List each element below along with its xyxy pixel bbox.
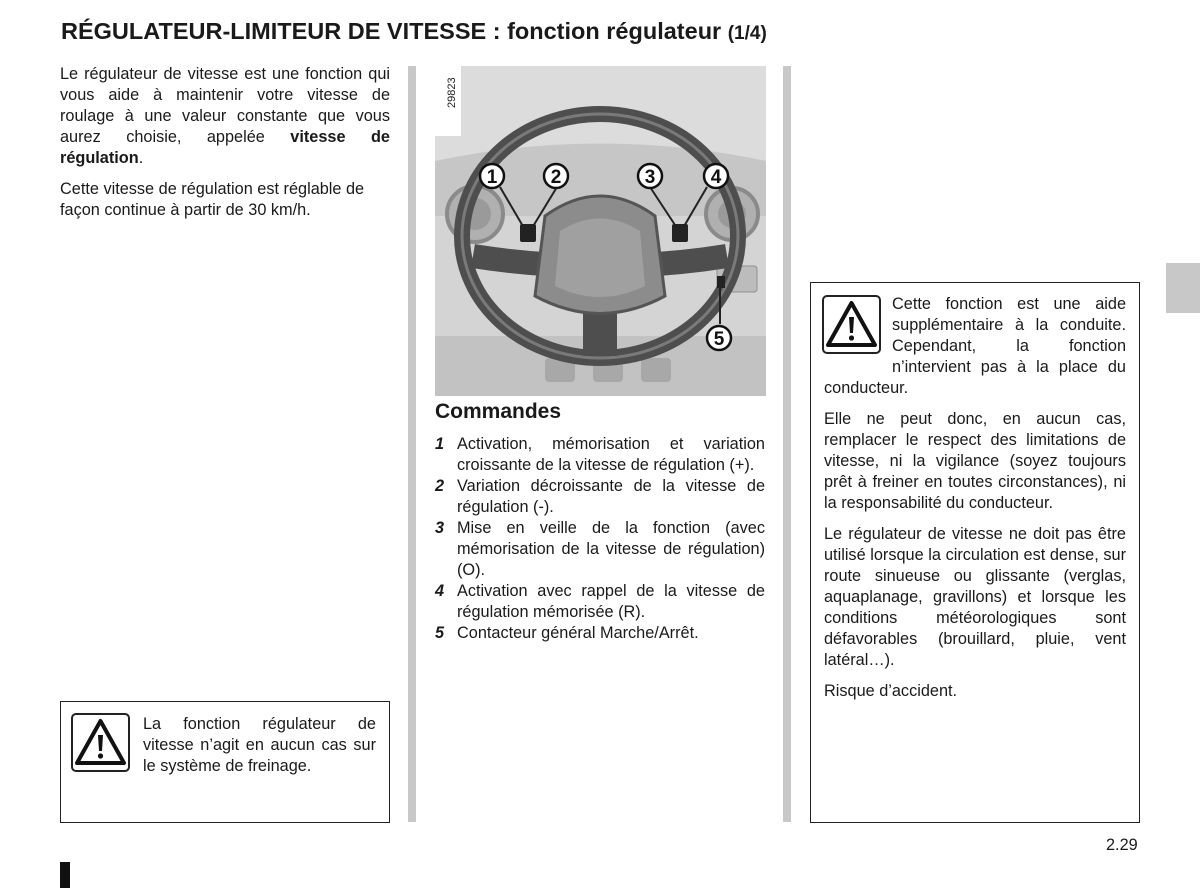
callout-3 bbox=[638, 164, 662, 188]
column-separator-right bbox=[783, 66, 791, 822]
page-title-suffix: (1/4) bbox=[727, 23, 767, 44]
command-text: Mise en veille de la fonction (avec mémorisation de la vitesse de régulation) (O). bbox=[457, 519, 765, 579]
callout-5 bbox=[707, 326, 731, 350]
warning-right-paragraph-3: Le régulateur de vitesse ne doit pas être utilisé lorsque la circulation est dense, sur route sinueuse ou glissante (verglas, aquaplanage, gravillons) et lorsque les conditions météorologiques sont défavorables (brouillard, pluie, vent latéral…). bbox=[824, 525, 1126, 669]
column-separator-left bbox=[408, 66, 416, 822]
callout-2 bbox=[544, 164, 568, 188]
command-text: Contacteur général Marche/Arrêt. bbox=[457, 624, 699, 642]
page-title-text: RÉGULATEUR-LIMITEUR DE VITESSE : fonction régulateur bbox=[61, 18, 722, 44]
intro-p1-text: Le régulateur de vitesse est une fonction qui vous aide à maintenir votre vitesse de roulage à une valeur constante que vous aurez choisie, appelée bbox=[60, 65, 390, 146]
commands-list bbox=[435, 434, 765, 644]
intro-p1-bold: vitesse de régulation bbox=[60, 128, 390, 167]
warning-left-text: La fonction régulateur de vitesse n’agit en aucun cas sur le système de freinage. bbox=[143, 715, 376, 775]
warning-right-body bbox=[824, 294, 1126, 712]
callout-2-label: 2 bbox=[550, 167, 562, 188]
command-text: Activation, mémorisation et variation croissante de la vitesse de régulation (+). bbox=[457, 435, 765, 474]
command-number: 4 bbox=[435, 582, 445, 600]
intro-section bbox=[60, 64, 390, 231]
command-text: Variation décroissante de la vitesse de régulation (-). bbox=[457, 477, 765, 516]
command-item bbox=[435, 581, 765, 623]
steering-wheel-figure bbox=[435, 66, 766, 396]
command-item bbox=[435, 623, 765, 644]
command-text: Activation avec rappel de la vitesse de régulation mémorisée (R). bbox=[457, 582, 765, 621]
warning-triangle-glyph bbox=[73, 715, 128, 770]
figure-reference: 29823 bbox=[446, 77, 458, 108]
warning-triangle-icon bbox=[71, 713, 130, 772]
callout-1 bbox=[480, 164, 504, 188]
command-number: 1 bbox=[435, 435, 445, 453]
warning-box-braking bbox=[60, 701, 390, 823]
callout-4 bbox=[704, 164, 728, 188]
warning-box-assistance bbox=[810, 282, 1140, 823]
intro-paragraph-1 bbox=[60, 64, 390, 169]
icon-spacer bbox=[824, 294, 892, 360]
warning-right-paragraph-2: Elle ne peut donc, en aucun cas, remplacer le respect des limitations de vitesse, ni la vigilance (soyez toujours prêt à freiner en toutes circonstances), ni la responsabilité du conducteur. bbox=[824, 410, 1126, 512]
page-number: 2.29 bbox=[1106, 836, 1138, 854]
page-edge-marker bbox=[60, 862, 70, 888]
command-item bbox=[435, 476, 765, 518]
command-item bbox=[435, 518, 765, 581]
commands-heading: Commandes bbox=[435, 400, 562, 423]
command-number: 5 bbox=[435, 624, 445, 642]
page-title bbox=[61, 18, 767, 45]
callout-layer bbox=[435, 66, 766, 396]
command-number: 3 bbox=[435, 519, 445, 537]
callout-5-label: 5 bbox=[713, 329, 725, 350]
intro-paragraph-2: Cette vitesse de régulation est réglable de façon continue à partir de 30 km/h. bbox=[60, 180, 365, 219]
callout-4-label: 4 bbox=[710, 167, 722, 188]
section-tab bbox=[1166, 263, 1200, 313]
callout-3-label: 3 bbox=[644, 167, 656, 188]
intro-p1-end: . bbox=[138, 149, 144, 167]
command-number: 2 bbox=[435, 477, 445, 495]
command-item bbox=[435, 434, 765, 476]
warning-right-paragraph-1: Cette fonction est une aide supplémentaire à la conduite. Cependant, la fonction n’intervient pas à la place du conducteur. bbox=[824, 295, 1126, 397]
callout-1-label: 1 bbox=[486, 167, 498, 188]
warning-right-paragraph-4: Risque d’accident. bbox=[824, 682, 958, 700]
